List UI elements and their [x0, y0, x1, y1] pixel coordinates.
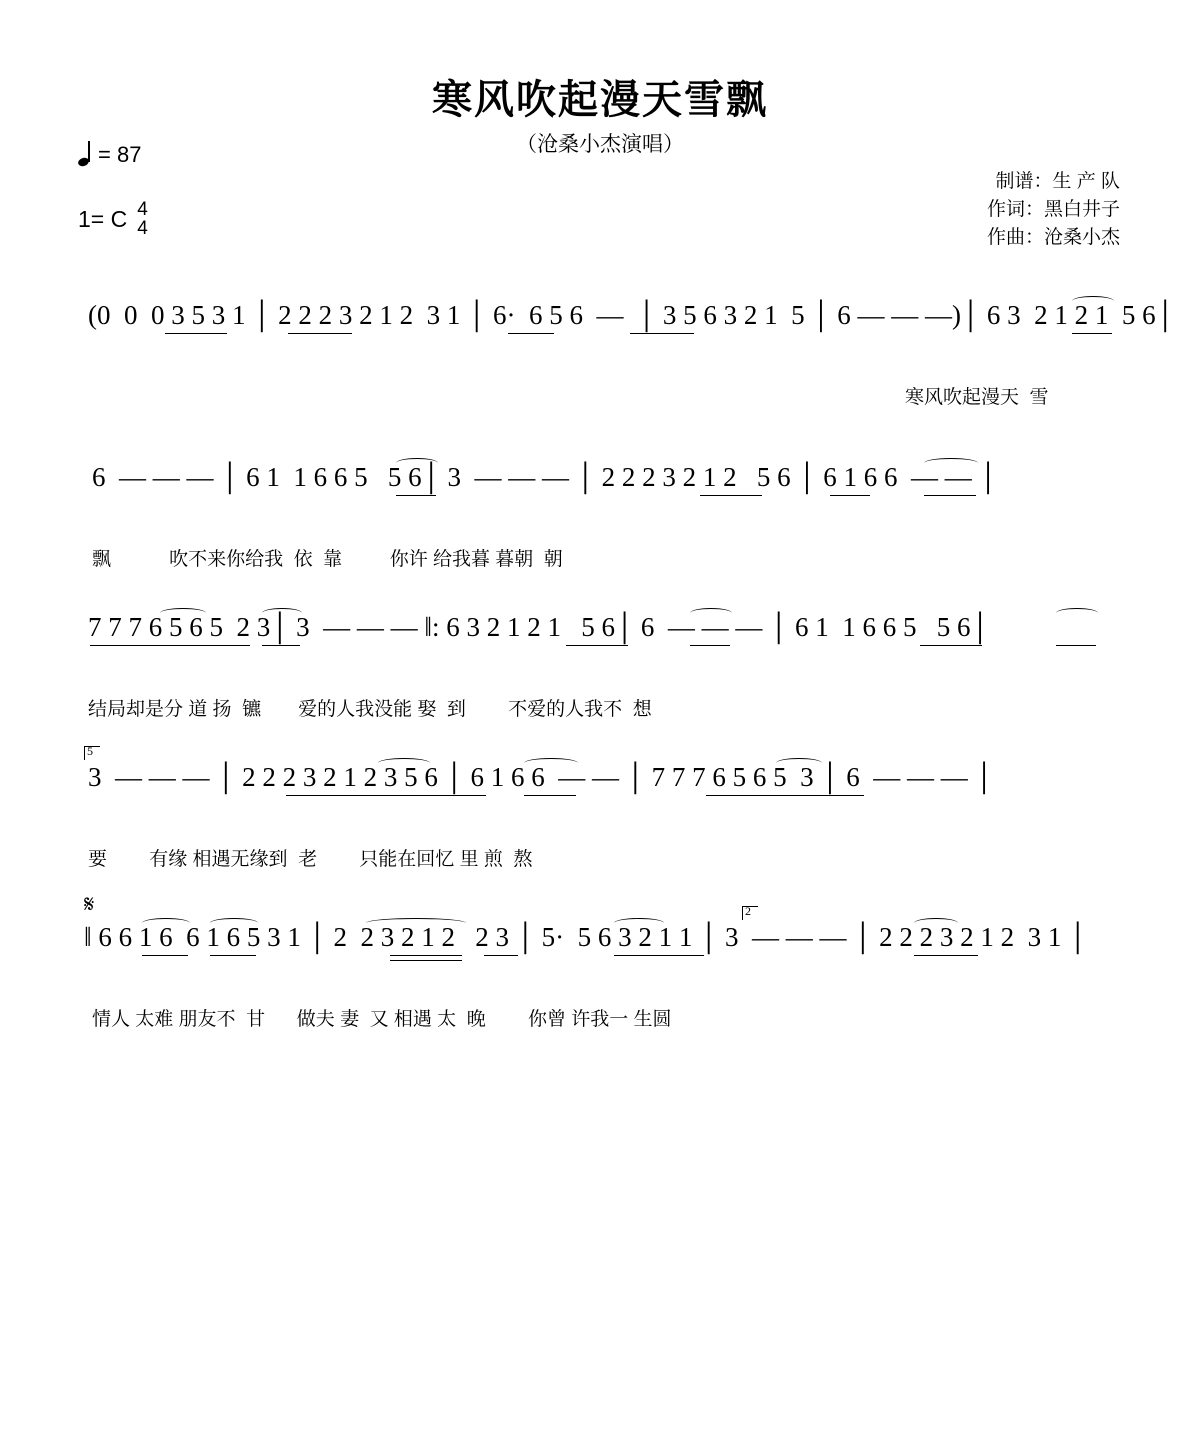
notation-line-3: [0, 612, 1200, 656]
page-subtitle: （沧桑小杰演唱）: [516, 133, 684, 156]
slur: [776, 758, 822, 768]
lyrics-line-1-text: 寒风吹起漫天 雪: [905, 387, 1049, 408]
beam: [390, 955, 462, 956]
lyrics-line-1: [0, 382, 1200, 410]
time-signature-numerator: 4: [137, 199, 148, 220]
notation-line-3-text: 7 7 7 6 5 6 5 2 3│ 3 — — — ‖: 6 3 2 1 2 1 5 6│ 6 — — — │ 6 1 1 6 6 5 5 6│: [88, 612, 990, 642]
slur: [924, 458, 978, 468]
slur: [690, 608, 732, 618]
beam: [142, 955, 188, 956]
slur: [160, 608, 206, 618]
tempo-marking: [78, 142, 141, 168]
music-system-3: [0, 612, 1200, 720]
time-signature-denominator: 4: [137, 218, 148, 239]
beam: [262, 645, 300, 646]
slur: [1072, 296, 1114, 306]
beam: [165, 333, 227, 334]
slur: [366, 918, 466, 928]
key-label: 1= C: [78, 205, 128, 232]
beam: [706, 795, 864, 796]
ending-number-1: 5: [87, 744, 93, 758]
beam: [566, 645, 628, 646]
beam: [484, 955, 518, 956]
beam: [924, 495, 976, 496]
notation-line-5-text: ‖ 6 6 1 6 6 1 6 5 3 1 │ 2 2 3 2 1 2 2 3 │ 5· 5 6 3 2 1 1 │ 3 — — — │ 2 2 2 3 2 1 2 3 1 │: [84, 922, 1088, 952]
beam: [830, 495, 870, 496]
music-system-2: [0, 462, 1200, 570]
music-system-1: [0, 300, 1200, 408]
beam: [286, 795, 486, 796]
slur: [524, 758, 578, 768]
beam: [508, 333, 554, 334]
lyrics-line-3: [0, 694, 1200, 722]
notation-line-5: [0, 892, 1200, 966]
ending-bracket-2: [742, 906, 766, 966]
credit-lyricist: 作词：黑白井子: [986, 199, 1120, 220]
lyrics-line-2: [0, 544, 1200, 572]
slur: [262, 608, 302, 618]
beam: [700, 495, 762, 496]
music-system-4: [0, 744, 1200, 870]
quarter-note-icon: [78, 143, 92, 167]
notation-line-1-text: (0 0 0 3 5 3 1 │ 2 2 2 3 2 1 2 3 1 │ 6· 6 5 6 — │ 3 5 6 3 2 1 5 │ 6 — — —)│ 6 3 2 1 2 1 5 6│: [88, 300, 1175, 330]
beam: [614, 955, 704, 956]
slur: [1056, 608, 1098, 618]
credits-block: [987, 168, 1120, 252]
ending-number-2: 2: [745, 904, 751, 918]
beam: [630, 333, 694, 334]
credit-composer: 作曲：沧桑小杰: [986, 227, 1120, 248]
lyrics-line-4-text: 要 有缘 相遇无缘到 老 只能在回忆 里 煎 熬: [88, 849, 533, 870]
beam: [90, 645, 250, 646]
notation-line-2: [0, 462, 1200, 506]
slur: [378, 758, 430, 768]
beam: [210, 955, 256, 956]
notation-line-2-text: 6 — — — │ 6 1 1 6 6 5 5 6│ 3 — — — │ 2 2 2 3 2 1 2 5 6 │ 6 1 6 6 — — │: [92, 462, 998, 492]
slur: [914, 918, 958, 928]
beam: [914, 955, 978, 956]
beam: [920, 645, 982, 646]
beam: [524, 795, 576, 796]
time-signature: [137, 200, 148, 238]
lyrics-line-3-text: 结局却是分 道 扬 镳 爱的人我没能 娶 到 不爱的人我不 想: [88, 699, 652, 720]
beam: [1056, 645, 1096, 646]
ending-bracket-1: [84, 746, 108, 806]
lyrics-line-5: [0, 1004, 1200, 1032]
page-title: 寒风吹起漫天雪飘: [432, 78, 768, 122]
slur: [396, 458, 438, 468]
lyrics-line-2-text: 飘 吹不来你给我 依 靠 你许 给我暮 暮朝 朝: [92, 549, 563, 570]
beam: [390, 960, 462, 961]
beam: [690, 645, 730, 646]
lyrics-line-4: [0, 844, 1200, 872]
credit-arranger: 制谱：生 产 队: [995, 171, 1120, 192]
beam: [396, 495, 436, 496]
key-signature: [78, 200, 148, 238]
notation-line-1: [0, 300, 1200, 344]
notation-line-4: [0, 744, 1200, 806]
music-system-5: [0, 892, 1200, 1030]
beam: [288, 333, 352, 334]
segno-icon: 𝄋: [84, 892, 95, 918]
notation-line-4-text: 3 — — — │ 2 2 2 3 2 1 2 3 5 6 │ 6 1 6 6 — — │ 7 7 7 6 5 6 5 3 │ 6 — — — │: [88, 762, 994, 792]
slur: [210, 918, 258, 928]
lyrics-line-5-text: 情人 太难 朋友不 甘 做夫 妻 又 相遇 太 晚 你曾 许我一 生圆: [92, 1009, 672, 1030]
beam: [1072, 333, 1112, 334]
tempo-value: = 87: [98, 142, 142, 167]
slur: [142, 918, 190, 928]
slur: [614, 918, 664, 928]
